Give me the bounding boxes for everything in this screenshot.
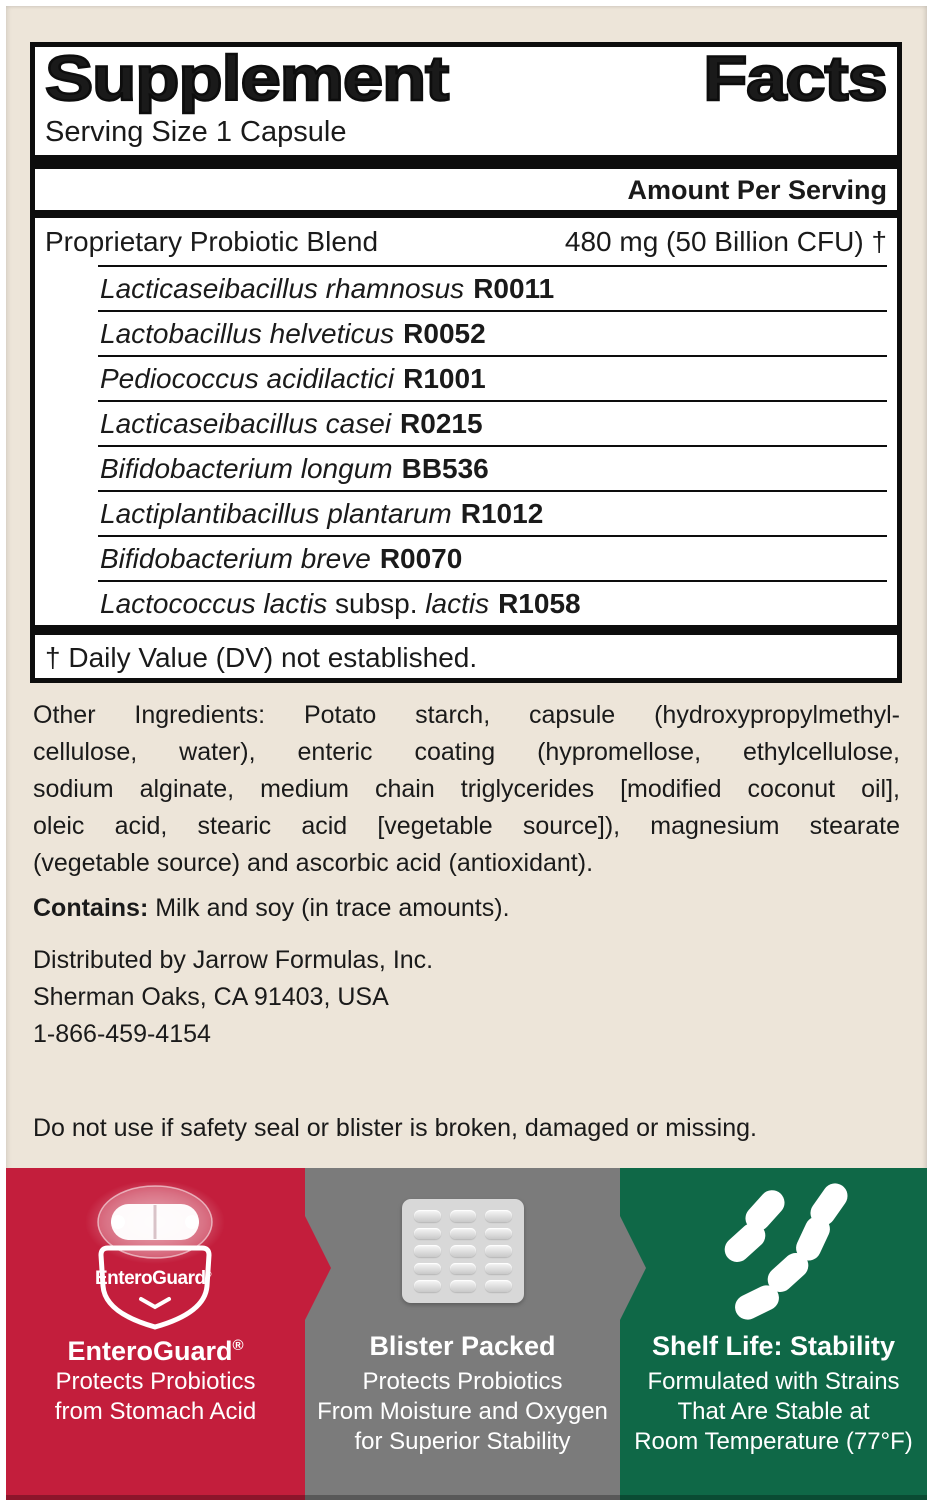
pill <box>450 1245 477 1257</box>
shelf-life-heading: Shelf Life: Stability <box>651 1331 896 1361</box>
strain-name: Lactobacillus helveticus <box>100 317 395 349</box>
supplement-facts-title <box>45 44 887 114</box>
strain-code: R1012 <box>460 497 544 529</box>
strain-row <box>98 265 887 310</box>
title-word-facts: Facts <box>703 44 887 114</box>
contains-label: Contains: <box>33 894 149 922</box>
pill <box>485 1228 512 1240</box>
distributor-phone: 1-866-459-4154 <box>33 1020 211 1048</box>
contains-statement <box>33 890 900 927</box>
strain-row <box>98 490 887 535</box>
blister-heading: Blister Packed <box>369 1331 556 1361</box>
strain-row <box>98 580 887 625</box>
strain-name: Lactococcus lactis subsp. lactis <box>100 587 490 619</box>
enteroguard-heading: EnteroGuard® <box>67 1336 244 1366</box>
strain-row <box>98 535 887 580</box>
other-ingredients-line: cellulose, water), enteric coating (hypromellose, ethylcellulose, <box>33 738 900 766</box>
other-ingredients-line: sodium alginate, medium chain triglycerides [modified coconut oil], <box>33 775 900 803</box>
strain-code: R1058 <box>498 587 581 619</box>
distributor-line: Distributed by Jarrow Formulas, Inc. <box>33 946 434 974</box>
strain-list <box>98 265 887 625</box>
strain-row <box>98 445 887 490</box>
feature-band <box>6 1168 927 1500</box>
daily-value-footnote: † Daily Value (DV) not established. <box>45 642 478 673</box>
enteroguard-icon <box>80 1182 230 1332</box>
strain-row <box>98 310 887 355</box>
other-ingredients-line: oleic acid, stearic acid [vegetable source]), magnesium stearate <box>33 812 900 840</box>
other-ingredients-line: (vegetable source) and ascorbic acid (antioxidant). <box>33 849 594 877</box>
registered-mark: ® <box>232 1337 244 1354</box>
svg-text:EnteroGuard®: EnteroGuard® <box>94 1268 212 1289</box>
strain-row <box>98 400 887 445</box>
strain-code: BB536 <box>401 452 489 484</box>
blend-name: Proprietary Probiotic Blend <box>45 226 379 257</box>
strain-row <box>98 355 887 400</box>
serving-size: Serving Size 1 Capsule <box>45 116 347 148</box>
pill <box>414 1210 441 1222</box>
enteroguard-description: Protects Probiotics from Stomach Acid <box>54 1368 257 1425</box>
pill <box>414 1245 441 1257</box>
strain-name: Pediococcus acidilactici <box>100 362 395 394</box>
probiotic-bacteria-icon <box>710 1190 860 1328</box>
blister-pack-icon <box>402 1199 524 1303</box>
other-ingredients-line: Other Ingredients: Potato starch, capsule (hydroxypropylmethyl- <box>33 701 900 729</box>
strain-code: R0011 <box>473 272 555 304</box>
pill <box>485 1280 512 1292</box>
pill <box>485 1263 512 1275</box>
panel-enteroguard <box>6 1168 305 1500</box>
strain-name: Bifidobacterium longum <box>100 452 393 484</box>
title-word-supplement: Supplement <box>45 44 449 114</box>
blister-description: Protects Probiotics From Moisture and Oxygen for Superior Stability <box>317 1368 608 1455</box>
distributor-line: Sherman Oaks, CA 91403, USA <box>33 983 389 1011</box>
pill <box>450 1228 477 1240</box>
pill <box>414 1263 441 1275</box>
proprietary-blend-row <box>45 226 887 258</box>
strain-code: R0070 <box>379 542 463 574</box>
pill <box>450 1280 477 1292</box>
pill <box>450 1210 477 1222</box>
pill <box>414 1228 441 1240</box>
panel-shelf-life <box>620 1168 927 1500</box>
amount-per-serving-header: Amount Per Serving <box>627 175 887 205</box>
contains-text: Milk and soy (in trace amounts). <box>148 894 510 922</box>
strain-name: Lacticaseibacillus rhamnosus <box>100 272 465 304</box>
shelf-life-description: Formulated with Strains That Are Stable at Room Temperature (77°F) <box>634 1368 913 1455</box>
strain-name: Lactiplantibacillus plantarum <box>100 497 452 529</box>
safety-seal-warning: Do not use if safety seal or blister is broken, damaged or missing. <box>33 1114 757 1142</box>
strain-code: R0215 <box>400 407 483 439</box>
pill <box>414 1280 441 1292</box>
divider-thick-bottom <box>35 625 897 635</box>
supplement-label <box>6 6 927 1500</box>
pill <box>485 1210 512 1222</box>
blend-amount: 480 mg (50 Billion CFU) † <box>564 226 887 257</box>
other-ingredients-paragraph <box>33 697 900 882</box>
divider-medium <box>35 210 897 218</box>
distributor-block <box>33 942 900 1053</box>
supplement-facts-box <box>30 42 902 683</box>
pill <box>450 1263 477 1275</box>
panel-blister-packed <box>305 1168 620 1500</box>
pill <box>485 1245 512 1257</box>
strain-name: Lacticaseibacillus casei <box>100 407 392 439</box>
strain-code: R1001 <box>403 362 486 394</box>
divider-thick-top <box>35 155 897 169</box>
strain-code: R0052 <box>403 317 486 349</box>
strain-name: Bifidobacterium breve <box>100 542 371 574</box>
